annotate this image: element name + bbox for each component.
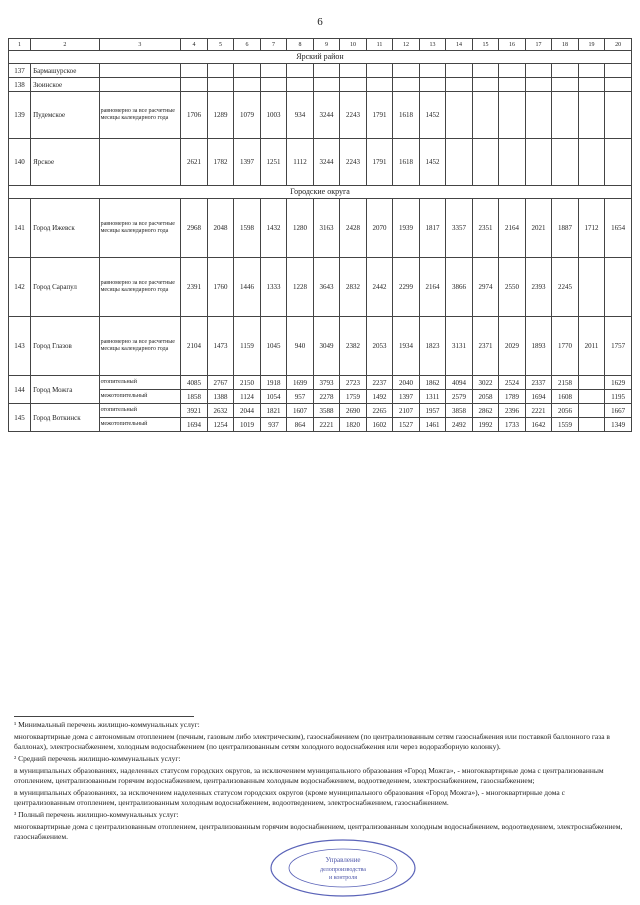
table-cell: 2632	[207, 404, 234, 418]
table-cell: 1432	[260, 199, 287, 258]
column-number: 6	[234, 39, 261, 51]
table-cell: 2393	[525, 258, 552, 317]
row-number: 138	[9, 78, 31, 92]
table-cell: 2974	[472, 258, 499, 317]
table-cell: 1821	[260, 404, 287, 418]
row-number: 141	[9, 199, 31, 258]
table-cell: 2299	[393, 258, 420, 317]
column-number: 17	[525, 39, 552, 51]
table-cell: 1858	[181, 390, 208, 404]
table-cell: 1733	[499, 418, 526, 432]
table-cell: 937	[260, 418, 287, 432]
column-number: 14	[446, 39, 473, 51]
region-header-row	[9, 51, 632, 64]
region-label: Ярский район	[9, 51, 632, 64]
row-number: 137	[9, 64, 31, 78]
footnote: ³ Полный перечень жилищно-коммунальных услуг:	[14, 810, 179, 819]
table-row	[9, 376, 632, 390]
table-cell: 1452	[419, 92, 446, 139]
table-cell: 2767	[207, 376, 234, 390]
table-cell: 2428	[340, 199, 367, 258]
table-cell: 2048	[207, 199, 234, 258]
footnote: в муниципальных образованиях, наделенных статусом городских округов, за исключением муниципального образования «Город Можга», - многоквартирные дома с централизованным отоплением, централизованным горячим водоснабжением, централизованным холодным водоснабжением, водоотведением, электроснабжением, газоснабжением;	[14, 766, 604, 785]
column-number: 7	[260, 39, 287, 51]
table-cell	[578, 418, 605, 432]
table-cell	[605, 258, 632, 317]
table-cell: 1311	[419, 390, 446, 404]
table-cell: 1280	[287, 199, 314, 258]
table-row	[9, 317, 632, 376]
table-cell: 2265	[366, 404, 393, 418]
table-cell: 3022	[472, 376, 499, 390]
table-cell: 1712	[578, 199, 605, 258]
table-row	[9, 64, 632, 78]
table-cell: 2011	[578, 317, 605, 376]
column-number: 2	[31, 39, 99, 51]
table-cell: 2104	[181, 317, 208, 376]
table-cell: 957	[287, 390, 314, 404]
table-cell: 2058	[472, 390, 499, 404]
table-cell: 864	[287, 418, 314, 432]
table-cell: 1397	[234, 139, 261, 186]
row-number: 139	[9, 92, 31, 139]
table-cell: 1887	[552, 199, 579, 258]
table-row	[9, 404, 632, 418]
table-cell: 1602	[366, 418, 393, 432]
table-cell: 1054	[260, 390, 287, 404]
table-cell: 1473	[207, 317, 234, 376]
table-cell: 1446	[234, 258, 261, 317]
table-cell: 2029	[499, 317, 526, 376]
table-cell: 2391	[181, 258, 208, 317]
table-cell: 1918	[260, 376, 287, 390]
footnote: ¹ Минимальный перечень жилищно-коммунальных услуг:	[14, 720, 200, 729]
table-cell: 1862	[419, 376, 446, 390]
column-number: 3	[99, 39, 181, 51]
table-cell: 2550	[499, 258, 526, 317]
table-cell: 1289	[207, 92, 234, 139]
table-cell	[578, 390, 605, 404]
table-cell: 2862	[472, 404, 499, 418]
table-cell: 1527	[393, 418, 420, 432]
table-cell: 1349	[605, 418, 632, 432]
table-cell: 2245	[552, 258, 579, 317]
table-cell: 3858	[446, 404, 473, 418]
table-cell: 2337	[525, 376, 552, 390]
table-cell: 1760	[207, 258, 234, 317]
row-number: 143	[9, 317, 31, 376]
table-cell: 1608	[552, 390, 579, 404]
table-cell: 2164	[499, 199, 526, 258]
payment-category: межотопительный	[99, 418, 181, 432]
column-number: 19	[578, 39, 605, 51]
footnote: многоквартирные дома с автономным отоплением (печным, газовым либо электрическим), газоснабжением (по централизованным сетям газоснабжения или поставкой баллонного газа в баллонах), электроснабжением, холодным водоснабжением (по централизованным сетям холодного водоснабжения или через водоразборную колонку).	[14, 732, 610, 751]
table-cell: 1667	[605, 404, 632, 418]
table-cell	[578, 376, 605, 390]
table-cell: 3244	[313, 92, 340, 139]
table-cell: 2158	[552, 376, 579, 390]
table-cell: 2040	[393, 376, 420, 390]
payment-category: равномерно за все расчетные месяцы календарного года	[99, 199, 181, 258]
table-cell: 1003	[260, 92, 287, 139]
group-label: Городские округа	[9, 186, 632, 199]
table-cell: 1397	[393, 390, 420, 404]
table-cell: 1699	[287, 376, 314, 390]
settlement-name: Город Сарапул	[31, 258, 99, 317]
table-cell: 1228	[287, 258, 314, 317]
table-cell: 2243	[340, 139, 367, 186]
table-cell: 1759	[340, 390, 367, 404]
table-cell: 3163	[313, 199, 340, 258]
table-cell: 1254	[207, 418, 234, 432]
table-cell: 1124	[234, 390, 261, 404]
table-cell: 1939	[393, 199, 420, 258]
footnote: в муниципальных образованиях, за исключением наделенных статусом городских округов (кроме муниципального образования «Город Можга»), - многоквартирные дома с централизованным отоплением, централизованным холодным водоснабжением, водоотведением, электроснабжением, газоснабжением.	[14, 788, 565, 807]
column-number: 5	[207, 39, 234, 51]
table-cell: 2690	[340, 404, 367, 418]
table-cell: 1791	[366, 139, 393, 186]
table-cell: 3244	[313, 139, 340, 186]
table-cell: 2579	[446, 390, 473, 404]
payment-category: равномерно за все расчетные месяцы календарного года	[99, 317, 181, 376]
row-number: 142	[9, 258, 31, 317]
table-cell: 1452	[419, 139, 446, 186]
table-cell: 4085	[181, 376, 208, 390]
table-cell: 1654	[605, 199, 632, 258]
table-row	[9, 418, 632, 432]
table-cell: 1598	[234, 199, 261, 258]
settlement-name: Бармашурское	[31, 64, 99, 78]
table-cell: 4094	[446, 376, 473, 390]
table-cell: 2371	[472, 317, 499, 376]
tariff-table	[8, 38, 632, 432]
settlement-name: Город Глазов	[31, 317, 99, 376]
column-number: 11	[366, 39, 393, 51]
page-number: 6	[317, 16, 323, 28]
table-cell: 1618	[393, 92, 420, 139]
seal-text: делопроизводства	[320, 867, 366, 873]
table-cell: 2021	[525, 199, 552, 258]
row-number: 144	[9, 376, 31, 404]
table-cell: 1817	[419, 199, 446, 258]
column-number: 4	[181, 39, 208, 51]
table-cell: 2053	[366, 317, 393, 376]
table-cell: 1461	[419, 418, 446, 432]
table-row	[9, 78, 632, 92]
table-cell: 2070	[366, 199, 393, 258]
settlement-name: Пудемское	[31, 92, 99, 139]
column-number: 13	[419, 39, 446, 51]
table-row	[9, 199, 632, 258]
column-number: 9	[313, 39, 340, 51]
table-cell: 2968	[181, 199, 208, 258]
table-cell: 2278	[313, 390, 340, 404]
row-number: 140	[9, 139, 31, 186]
footnote: многоквартирные дома с централизованным отоплением, централизованным горячим водоснабжением, централизованным холодным водоснабжением, водоотведением, электроснабжением, газоснабжением.	[14, 822, 623, 841]
payment-category: равномерно за все расчетные месяцы календарного года	[99, 258, 181, 317]
column-number-row	[9, 39, 632, 51]
table-cell: 1934	[393, 317, 420, 376]
table-cell: 2396	[499, 404, 526, 418]
table-cell	[578, 404, 605, 418]
table-cell: 2056	[552, 404, 579, 418]
payment-category: отопительный	[99, 404, 181, 418]
table-cell: 1770	[552, 317, 579, 376]
settlement-name: Ярское	[31, 139, 99, 186]
seal-text: Управление	[325, 856, 361, 864]
table-cell: 1706	[181, 92, 208, 139]
table-cell: 2492	[446, 418, 473, 432]
table-cell: 3793	[313, 376, 340, 390]
table-cell: 1694	[525, 390, 552, 404]
table-cell: 1079	[234, 92, 261, 139]
table-cell: 934	[287, 92, 314, 139]
table-cell: 1333	[260, 258, 287, 317]
column-number: 16	[499, 39, 526, 51]
table-row	[9, 390, 632, 404]
footnotes	[14, 716, 626, 844]
column-number: 10	[340, 39, 367, 51]
settlement-name: Город Воткинск	[31, 404, 99, 432]
column-number: 1	[9, 39, 31, 51]
table-cell: 1823	[419, 317, 446, 376]
table-cell: 2351	[472, 199, 499, 258]
table-cell: 1642	[525, 418, 552, 432]
table-cell: 3588	[313, 404, 340, 418]
table-cell: 1492	[366, 390, 393, 404]
table-cell: 1789	[499, 390, 526, 404]
table-cell: 1607	[287, 404, 314, 418]
footnote-separator	[14, 716, 194, 717]
table-cell: 940	[287, 317, 314, 376]
table-cell: 3357	[446, 199, 473, 258]
payment-category: равномерно за все расчетные месяцы календарного года	[99, 92, 181, 139]
column-number: 20	[605, 39, 632, 51]
table-cell: 1629	[605, 376, 632, 390]
table-cell: 1957	[419, 404, 446, 418]
table-cell: 1112	[287, 139, 314, 186]
table-cell: 1251	[260, 139, 287, 186]
table-cell: 2221	[313, 418, 340, 432]
table-cell: 2442	[366, 258, 393, 317]
table-cell: 1195	[605, 390, 632, 404]
table-cell: 1782	[207, 139, 234, 186]
table-cell: 2382	[340, 317, 367, 376]
table-cell: 1618	[393, 139, 420, 186]
table-row	[9, 92, 632, 139]
table-cell: 1992	[472, 418, 499, 432]
table-cell: 1757	[605, 317, 632, 376]
table-row	[9, 258, 632, 317]
row-number: 145	[9, 404, 31, 432]
column-number: 15	[472, 39, 499, 51]
column-number: 8	[287, 39, 314, 51]
table-cell: 1559	[552, 418, 579, 432]
table-cell: 2237	[366, 376, 393, 390]
table-cell: 2832	[340, 258, 367, 317]
table-cell: 3131	[446, 317, 473, 376]
settlement-name: Город Ижевск	[31, 199, 99, 258]
table-cell: 2164	[419, 258, 446, 317]
table-cell: 1791	[366, 92, 393, 139]
table-cell: 2524	[499, 376, 526, 390]
footnote: ² Средний перечень жилищно-коммунальных услуг:	[14, 754, 181, 763]
table-cell: 2723	[340, 376, 367, 390]
table-cell: 1019	[234, 418, 261, 432]
table-cell: 2221	[525, 404, 552, 418]
table-cell: 2107	[393, 404, 420, 418]
table-cell: 3049	[313, 317, 340, 376]
table-cell: 3921	[181, 404, 208, 418]
table-cell: 1893	[525, 317, 552, 376]
table-row	[9, 139, 632, 186]
table-cell: 2243	[340, 92, 367, 139]
official-seal	[268, 838, 418, 898]
settlement-name: Зюинское	[31, 78, 99, 92]
payment-category: отопительный	[99, 376, 181, 390]
table-cell: 3866	[446, 258, 473, 317]
settlement-name: Город Можга	[31, 376, 99, 404]
table-cell: 2044	[234, 404, 261, 418]
column-number: 18	[552, 39, 579, 51]
payment-category: межотопительный	[99, 390, 181, 404]
table-cell: 1694	[181, 418, 208, 432]
table-cell: 1820	[340, 418, 367, 432]
column-number: 12	[393, 39, 420, 51]
group-header-row	[9, 186, 632, 199]
table-cell	[578, 258, 605, 317]
table-cell: 1388	[207, 390, 234, 404]
seal-text: и контроля	[329, 875, 357, 881]
table-cell: 3643	[313, 258, 340, 317]
table-cell: 2150	[234, 376, 261, 390]
table-cell: 1159	[234, 317, 261, 376]
table-cell: 1045	[260, 317, 287, 376]
table-cell: 2621	[181, 139, 208, 186]
